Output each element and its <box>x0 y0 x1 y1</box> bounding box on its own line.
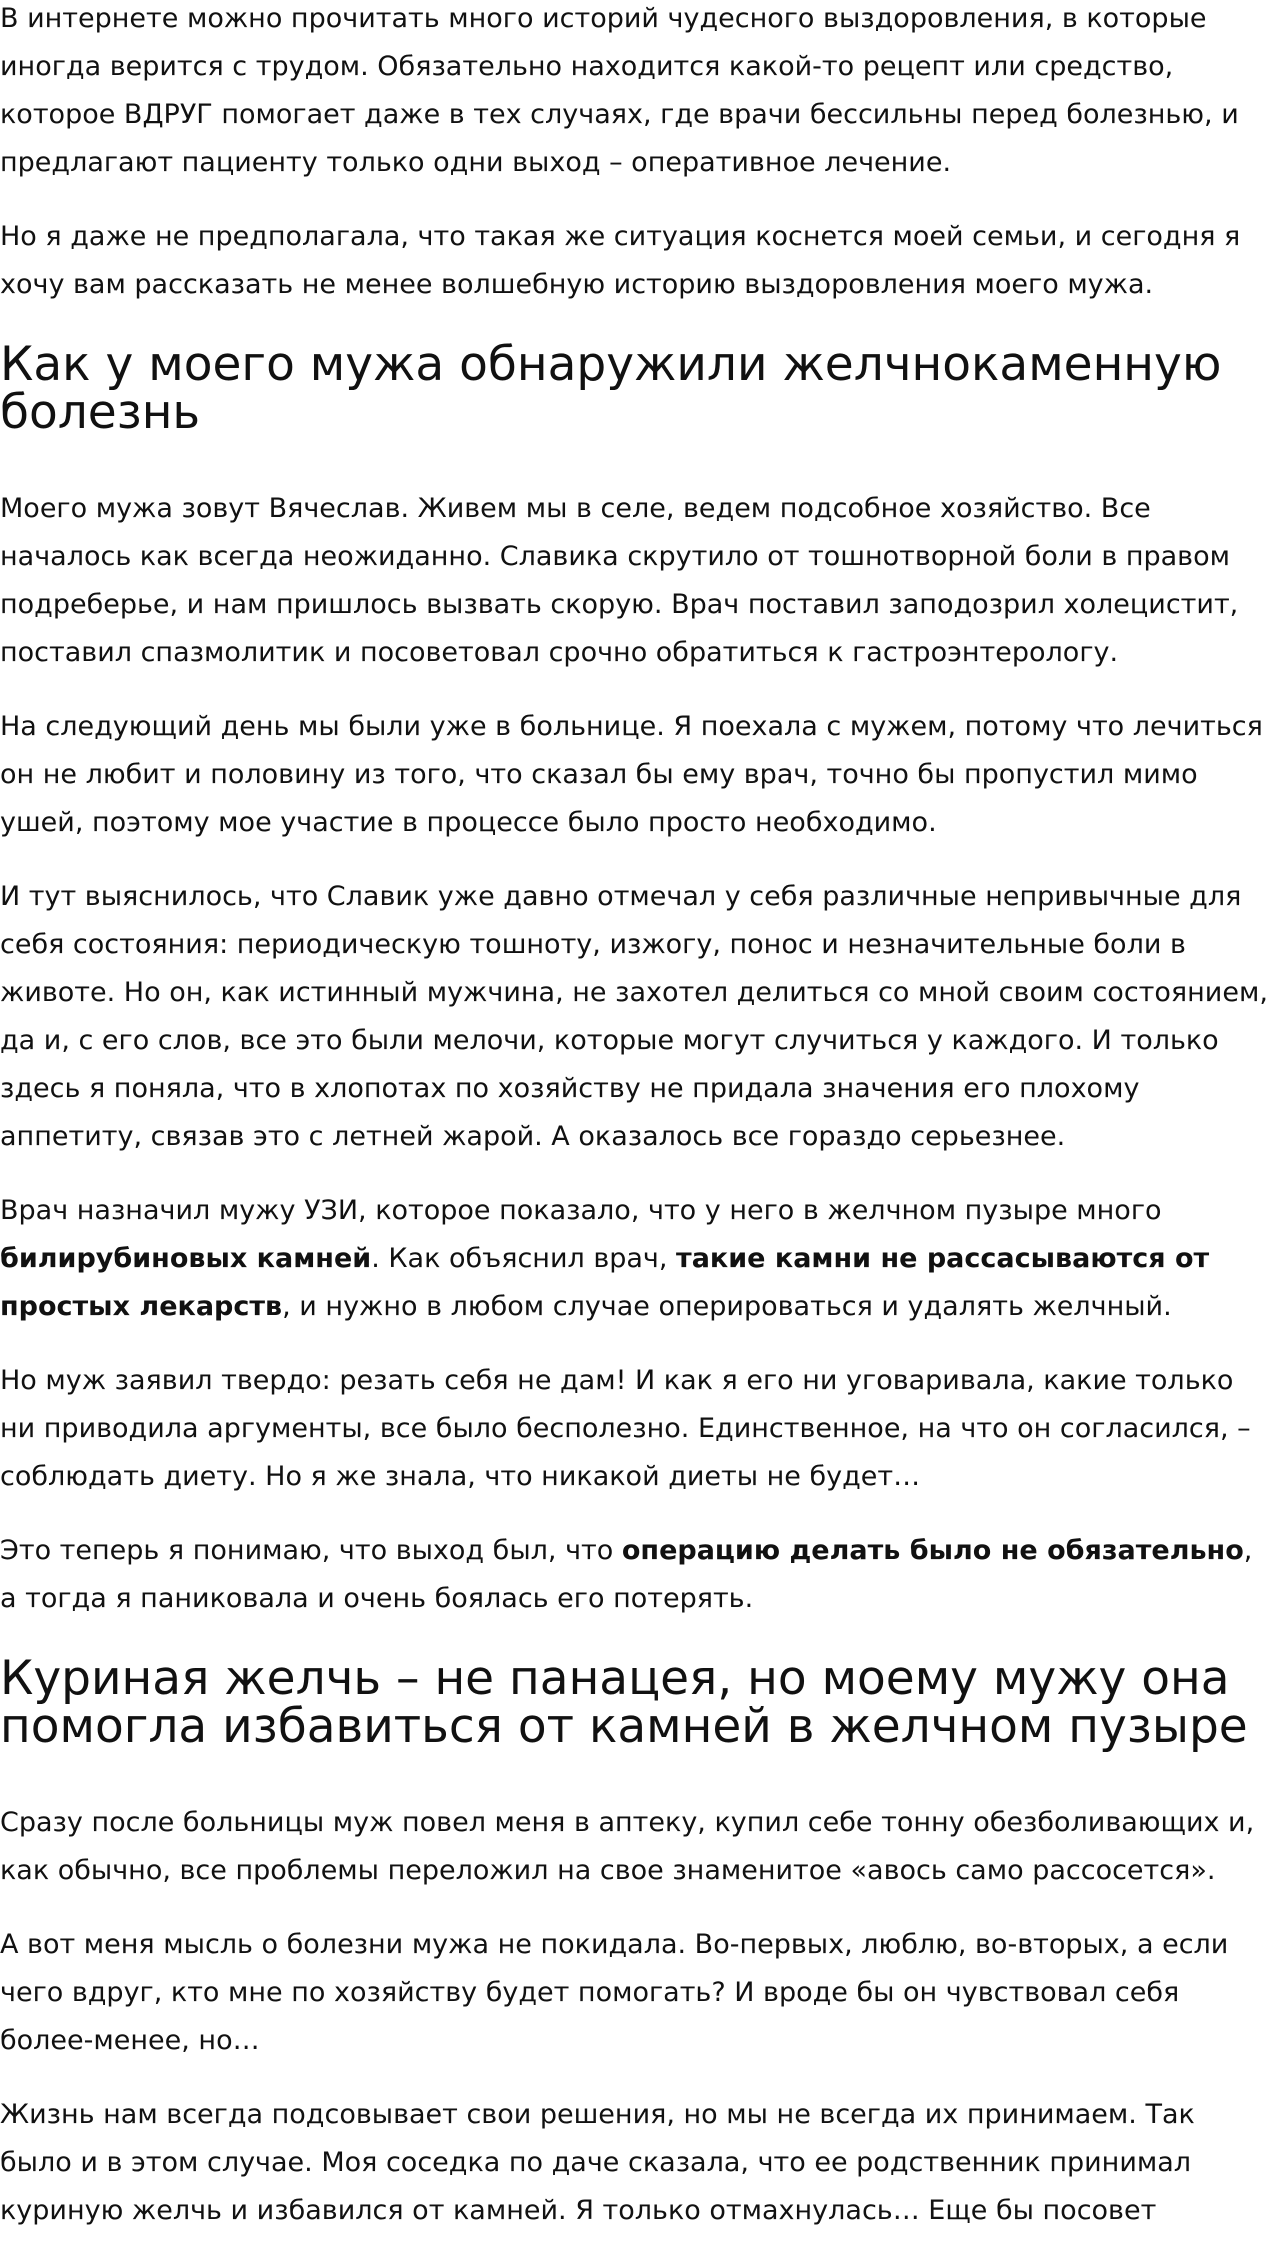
text-span: Врач назначил мужу УЗИ, которое показало, что у него в желчном пузыре много <box>0 1195 1162 1226</box>
text-span: , и нужно в любом случае оперироваться и удалять желчный. <box>282 1291 1172 1322</box>
paragraph-realization <box>0 1527 1268 1623</box>
paragraph-ultrasound <box>0 1187 1268 1331</box>
paragraph-intro: В интернете можно прочитать много историй чудесного выздоровления, в которые иногда верится с трудом. Обязательно находится какой-то рецепт или средство, которое ВДРУГ помогает даже в тех случаях, где врачи бессильны перед болезнью, и предлагают пациенту только одни выход – оперативное лечение. <box>0 3 1239 178</box>
bold-text-stones-not-dissolve: такие камни не рассасываются от простых лекарств <box>0 1243 1210 1322</box>
heading-diagnosis: Как у моего мужа обнаружили желчнокаменную болезнь <box>0 337 1222 440</box>
paragraph-hospital: На следующий день мы были уже в больнице. Я поехала с мужем, потому что лечиться он не любит и половину из того, что сказал бы ему врач, точно бы пропустил мимо ушей, поэтому мое участие в процессе было просто необходимо. <box>0 711 1263 838</box>
heading-chicken-bile: Куриная желчь – не панацея, но моему мужу она помогла избавиться от камней в желчном пузыре <box>0 1651 1248 1754</box>
paragraph-symptoms: И тут выяснилось, что Славик уже давно отмечал у себя различные непривычные для себя состояния: периодическую тошноту, изжогу, понос и незначительные боли в животе. Но он, как истинный мужчина, не захотел делиться со мной своим состоянием, да и, с его слов, все это были мелочи, которые могут случиться у каждого. И только здесь я поняла, что в хлопотах по хозяйству не придала значения его плохому аппетиту, связав это с летней жарой. А оказалось все гораздо серьезнее. <box>0 881 1268 1152</box>
text-span: . Как объяснил врач, <box>371 1243 677 1274</box>
bold-text-bilirubin-stones: билирубиновых камней <box>0 1243 372 1274</box>
paragraph-worry: А вот меня мысль о болезни мужа не покидала. Во-первых, люблю, во-вторых, а если чего вдруг, кто мне по хозяйству будет помогать? И вроде бы он чувствовал себя более-менее, но… <box>0 1929 1229 2056</box>
text-span: , а тогда я паниковала и очень боялась его потерять. <box>0 1535 1253 1614</box>
text-span: Это теперь я понимаю, что выход был, что <box>0 1535 622 1566</box>
paragraph-husband: Моего мужа зовут Вячеслав. Живем мы в селе, ведем подсобное хозяйство. Все началось как всегда неожиданно. Славика скрутило от тошнотворной боли в правом подреберье, и нам пришлось вызвать скорую. Врач поставил заподозрил холецистит, поставил спазмолитик и посоветовал срочно обратиться к гастроэнтерологу. <box>0 493 1239 668</box>
paragraph-pharmacy: Сразу после больницы муж повел меня в аптеку, купил себе тонну обезболивающих и, как обычно, все проблемы переложил на свое знаменитое «авось само рассосется». <box>0 1807 1255 1886</box>
paragraph-family: Но я даже не предполагала, что такая же ситуация коснется моей семьи, и сегодня я хочу вам рассказать не менее волшебную историю выздоровления моего мужа. <box>0 221 1241 300</box>
paragraph-neighbor: Жизнь нам всегда подсовывает свои решения, но мы не всегда их принимаем. Так было и в этом случае. Моя соседка по даче сказала, что ее родственник принимал куриную желчь и избавился от камней. Я только отмахнулась… Еще бы посовет <box>0 2099 1195 2226</box>
bold-text-surgery-not-required: операцию делать было не обязательно <box>621 1535 1244 1566</box>
paragraph-refusal: Но муж заявил твердо: резать себя не дам! И как я его ни уговаривала, какие только ни приводила аргументы, все было бесполезно. Единственное, на что он согласился, – соблюдать диету. Но я же знала, что никакой диеты не будет… <box>0 1365 1251 1492</box>
